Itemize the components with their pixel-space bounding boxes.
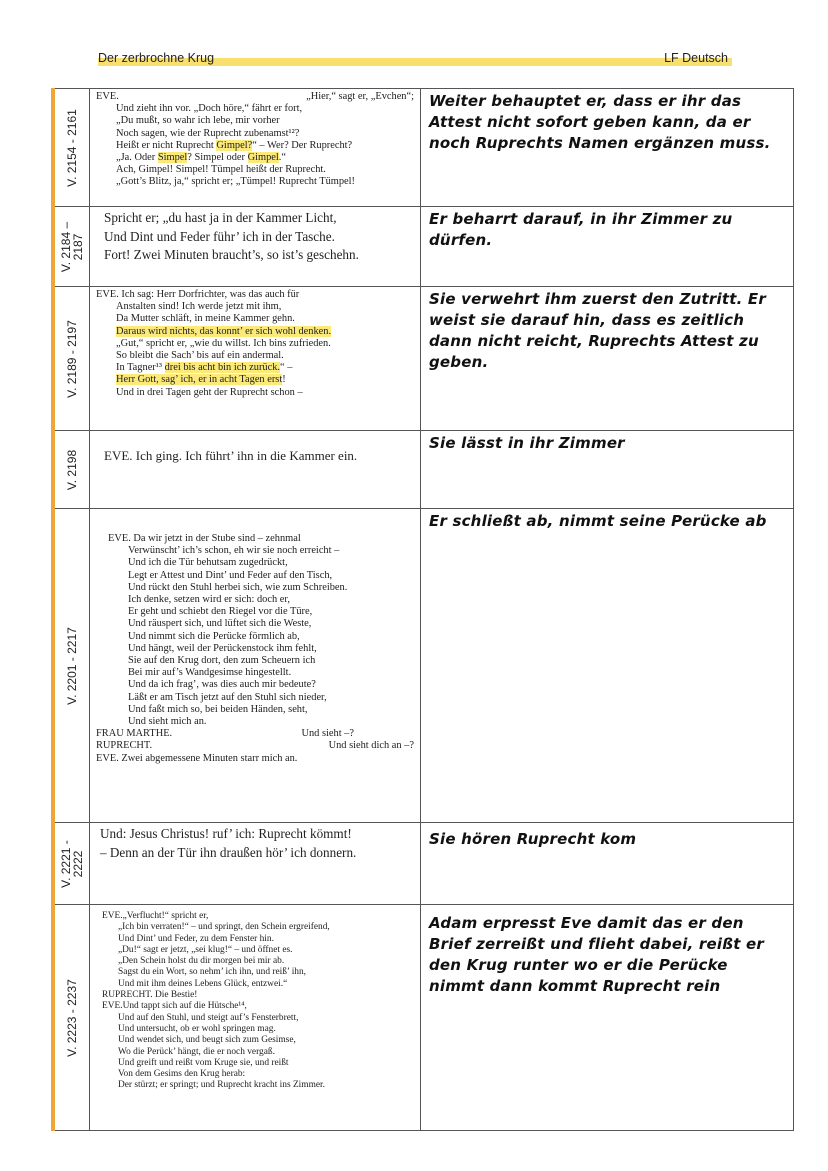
verse-line: – Denn an der Tür ihn draußen hör’ ich donnern.	[100, 844, 357, 860]
verse-line: EVE. Da wir jetzt in der Stube sind – zehnmal	[108, 533, 301, 544]
speaker: FRAU MARTHE.	[96, 728, 173, 740]
table-row	[53, 823, 794, 905]
verse-line: Und tappt sich auf die Hütsche¹⁴,	[122, 1001, 247, 1012]
verse-label-cell	[53, 431, 90, 509]
verse-line: „Du mußt, so wahr ich lebe, mir vorher	[116, 115, 280, 127]
handwritten-note-cell	[421, 89, 794, 207]
verse-line: Und auf den Stuhl, und steigt auf’s Fensterbrett,	[118, 1012, 299, 1023]
verse-line: „Verflucht!“ spricht er,	[122, 911, 209, 921]
speaker: EVE.	[102, 1001, 123, 1012]
verse-line: Er geht und schiebt den Riegel vor die Türe,	[128, 606, 313, 618]
verse-line: Und sieht dich an –?	[328, 740, 414, 752]
verse-line: So bleibt die Sach’ bis auf ein andermal.	[116, 350, 284, 362]
verse-line: „Den Schein holst du dir morgen bei mir ab.	[118, 956, 285, 967]
speaker: RUPRECHT.	[96, 740, 153, 752]
verse-line: Heißt er nicht Ruprecht Gimpel?“ – Wer? Der Ruprecht?	[116, 139, 353, 151]
verse-line: Sagst du ein Wort, so nehm’ ich ihn, und reiß’ ihn,	[118, 967, 307, 978]
handwritten-note-cell	[421, 823, 794, 905]
verse-line: Spricht er; „du hast ja in der Kammer Licht,	[104, 210, 337, 225]
table-row	[53, 905, 794, 1131]
verse-label: V. 2184 – 2187	[59, 221, 85, 272]
handwritten-note: Weiter behauptet er, dass er ihr das Attest nicht sofort geben kann, da er noch Ruprechts Namen ergänzen muss.	[429, 92, 771, 152]
speaker: EVE.	[102, 911, 123, 921]
handwritten-note: Er beharrt darauf, in ihr Zimmer zu dürfen.	[429, 210, 733, 249]
verse-text-cell	[90, 287, 421, 431]
verse-text-cell	[90, 431, 421, 509]
subject-label: LF Deutsch	[664, 51, 728, 65]
verse-line: Ach, Gimpel! Simpel! Tümpel heißt der Ruprecht.	[116, 164, 326, 176]
verse-line: „Ich bin verraten!“ – und springt, den Schein ergreifend,	[118, 922, 330, 933]
handwritten-note-cell	[421, 905, 794, 1131]
table-row	[53, 207, 794, 287]
verse-line: In Tagner¹³ drei bis acht bin ich zurück.“ –	[116, 362, 293, 374]
verse-line: Da Mutter schläft, in meine Kammer gehn.	[116, 313, 295, 325]
table-row	[53, 89, 794, 207]
verse-line: „Ja. Oder Simpel? Simpel oder Gimpel.“	[116, 152, 286, 164]
verse-line: „Gut,“ spricht er, „wie du willst. Ich bins zufrieden.	[116, 337, 331, 349]
document-title: Der zerbrochne Krug	[98, 51, 215, 65]
verse-line: Noch sagen, wie der Ruprecht zubenamst¹²?	[116, 127, 300, 139]
verse-line: Und wendet sich, und beugt sich zum Gesimse,	[118, 1035, 296, 1046]
verse-line: Und nimmt sich die Perücke förmlich ab,	[128, 630, 300, 642]
table-row	[53, 287, 794, 431]
highlight: Daraus wird nichts, das konnt’ er sich wohl denken.	[116, 325, 332, 337]
verse-label-cell	[53, 207, 90, 287]
verse-line: Herr Gott, sag’ ich, er in acht Tagen erst!	[116, 374, 286, 386]
verse-line: Bei mir auf’s Wandgesimse hingestellt.	[128, 667, 292, 679]
verse-line: EVE. Ich sag: Herr Dorfrichter, was das auch für	[96, 289, 300, 300]
handwritten-note-cell	[421, 431, 794, 509]
verse-line: Und da ich frag’, was dies auch mir bedeute?	[128, 679, 316, 691]
handwritten-note-cell	[421, 287, 794, 431]
table-row	[53, 509, 794, 823]
verse-line: Und Dint und Feder führ’ ich in der Tasche.	[104, 228, 335, 244]
analysis-table	[51, 88, 794, 1131]
highlight: Herr Gott, sag’ ich, er in acht Tagen erst	[116, 374, 283, 386]
verse-line: Und faßt mich so, bei beiden Händen, seht,	[128, 703, 308, 715]
verse-label-cell	[53, 509, 90, 823]
verse-line: Anstalten sind! Ich werde jetzt mit ihm,	[116, 301, 282, 313]
table-row	[53, 431, 794, 509]
handwritten-note-cell	[421, 509, 794, 823]
verse-line: Und greift und reißt vom Kruge sie, und reißt	[118, 1057, 289, 1068]
highlight: Simpel	[157, 152, 188, 164]
verse-label: V. 2198	[65, 449, 79, 490]
verse-label-cell	[53, 89, 90, 207]
verse-line: Und ich die Tür behutsam zugedrückt,	[128, 557, 288, 569]
verse-line: Fort! Zwei Minuten braucht’s, so ist’s geschehn.	[104, 247, 359, 262]
verse-line: Verwünscht’ ich’s schon, eh wir sie noch erreicht –	[128, 545, 340, 557]
verse-label-cell	[53, 823, 90, 905]
verse-line: Und hängt, weil der Perückenstock ihm fehlt,	[128, 642, 317, 654]
handwritten-note: Adam erpresst Eve damit das er den Brief zerreißt und flieht dabei, reißt er den Krug runter wo er die Perücke nimmt dann kommt Ruprecht rein	[429, 914, 764, 995]
verse-label: V. 2223 - 2237	[65, 978, 79, 1057]
verse-label: V. 2189 - 2197	[65, 319, 79, 398]
verse-text-cell	[90, 509, 421, 823]
verse-line: Und sieht mich an.	[128, 716, 207, 728]
handwritten-note: Sie lässt in ihr Zimmer	[429, 434, 625, 452]
verse-line: „Hier,“ sagt er, „Evchen“;	[306, 91, 414, 102]
verse-label-cell	[53, 905, 90, 1131]
verse-text-cell	[90, 823, 421, 905]
verse-line: Der stürzt; er springt; und Ruprecht kracht ins Zimmer.	[118, 1080, 325, 1091]
verse-label: V. 2221 - 2222	[59, 839, 85, 888]
verse-line: EVE. Zwei abgemessene Minuten starr mich an.	[96, 752, 298, 764]
handwritten-note-cell	[421, 207, 794, 287]
verse-line: Und untersucht, ob er wohl springen mag.	[118, 1023, 276, 1034]
verse-line: Und rückt den Stuhl herbei sich, wie zum Schreiben.	[128, 581, 348, 593]
verse-line: Und: Jesus Christus! ruf’ ich: Ruprecht kömmt!	[100, 826, 352, 841]
speaker: EVE.	[96, 91, 119, 102]
verse-label-cell	[53, 287, 90, 431]
verse-line: Läßt er am Tisch jetzt auf den Stuhl sich nieder,	[128, 691, 327, 703]
verse-line: Legt er Attest und Dint’ und Feder auf den Tisch,	[128, 569, 333, 581]
page-header	[98, 51, 732, 67]
verse-line: „Gott’s Blitz, ja,“ spricht er; „Tümpel! Ruprecht Tümpel!	[116, 176, 356, 188]
verse-line: EVE. Ich ging. Ich führt’ ihn in die Kammer ein.	[104, 448, 358, 463]
handwritten-note: Sie hören Ruprecht kom	[429, 830, 637, 848]
verse-line: RUPRECHT. Die Bestie!	[102, 990, 198, 1001]
highlight: Gimpel	[247, 152, 279, 164]
handwritten-note: Er schließt ab, nimmt seine Perücke ab	[429, 512, 767, 530]
verse-label: V. 2201 - 2217	[65, 626, 79, 705]
verse-line: Von dem Gesims den Krug herab:	[118, 1069, 246, 1080]
verse-line: Und zieht ihn vor. „Doch höre,“ fährt er fort,	[116, 103, 303, 115]
verse-text-cell	[90, 905, 421, 1131]
verse-line: Sie auf den Krug dort, den zum Scheuern ich	[128, 655, 316, 667]
highlight: drei bis acht bin ich zurück.	[164, 362, 281, 374]
verse-line: Und in drei Tagen geht der Ruprecht schon –	[116, 386, 303, 398]
verse-line: Und räuspert sich, und lüftet sich die Weste,	[128, 618, 312, 630]
highlight: Gimpel?	[216, 139, 253, 151]
verse-line	[96, 326, 414, 338]
verse-label: V. 2154 - 2161	[65, 108, 79, 187]
verse-line: „Du!“ sagt er jetzt, „sei klug!“ – und öffnet es.	[118, 944, 293, 955]
verse-text-cell	[90, 207, 421, 287]
verse-line: Wo die Perück’ hängt, die er noch vergaß.	[118, 1046, 275, 1057]
verse-line: Und sieht –?	[301, 728, 354, 740]
handwritten-note: Sie verwehrt ihm zuerst den Zutritt. Er weist sie darauf hin, dass es zeitlich dann nicht reicht, Ruprechts Attest zu geben.	[429, 290, 766, 371]
verse-line: Und mit ihm deines Lebens Glück, entzwei.“	[118, 978, 288, 989]
verse-line: Ich denke, setzen wird er sich: doch er,	[128, 594, 291, 606]
verse-line: Und Dint’ und Feder, zu dem Fenster hin.	[118, 933, 274, 944]
verse-text-cell	[90, 89, 421, 207]
